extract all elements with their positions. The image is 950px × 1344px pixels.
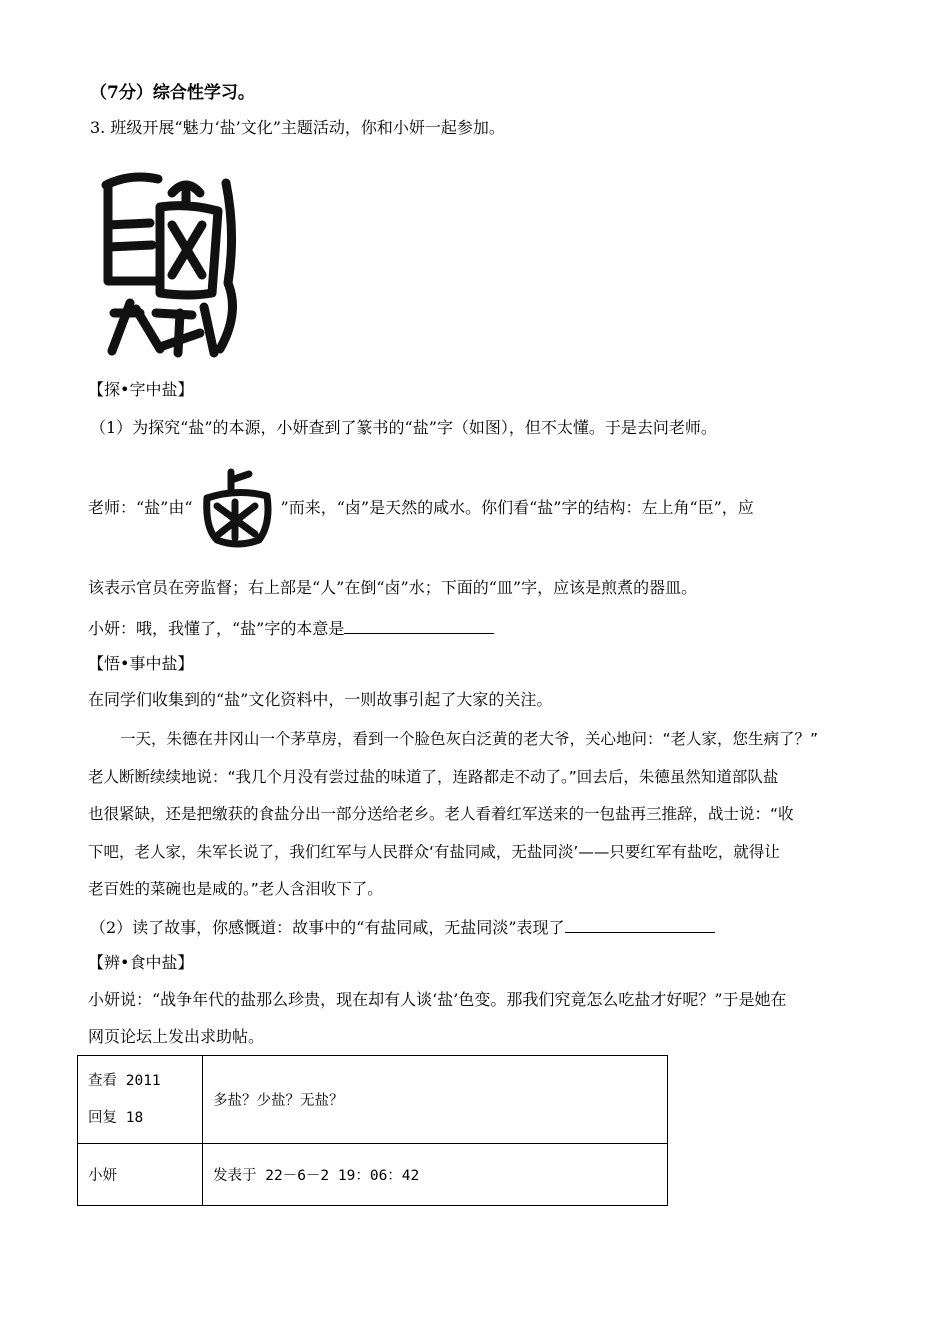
table-row [78,1056,668,1144]
post-replies: 回复 18 [88,1109,144,1126]
post-stats-cell [78,1056,203,1144]
xiaoyan-text: 小妍：哦，我懂了，“盐”字的本意是 [88,619,345,638]
post-time-cell [203,1144,668,1206]
part3-heading: 【辨•食中盐】 [88,953,194,972]
part3-text-line-2: 网页论坛上发出求助帖。 [88,1027,265,1046]
question-intro: 3. 班级开展“魅力‘盐’文化”主题活动，你和小妍一起参加。 [90,118,505,137]
table-row [78,1144,668,1206]
story-line: 也很紧缺，还是把缴获的食盐分出一部分送给老乡。老人看着红军送来的一包盐再三推辞，战士说：“收 [88,805,794,823]
question-2-line [90,916,715,938]
story-line: 下吧，老人家，朱军长说了，我们红军与人民群众‘有盐同咸，无盐同淡’——只要红军有盐吃，就得让 [88,843,780,861]
seal-script-salt-character-image [100,163,248,359]
part2-intro: 在同学们收集到的“盐”文化资料中，一则故事引起了大家的关注。 [88,690,553,709]
teacher-explanation-line [88,460,754,556]
part3-text-line-1: 小妍说：“战争年代的盐那么珍贵，现在却有人谈‘盐’色变。那我们究竟怎么吃盐才好呢？”于是她在 [88,990,787,1009]
answer-blank-1[interactable] [344,617,494,634]
xiaoyan-reply-line [88,617,494,639]
question-2: （2）读了故事，你感慨道：故事中的“有盐同咸，无盐同淡”表现了 [90,918,565,937]
teacher-text-part-a: 老师：“盐”由“ [88,498,193,517]
post-title-cell [203,1056,668,1144]
part1-heading: 【探•字中盐】 [88,380,194,399]
post-author-cell [78,1144,203,1206]
post-title: 多盐？少盐？无盐？ [213,1093,344,1109]
post-views: 查看 2011 [88,1072,161,1089]
teacher-text-part-c: 该表示官员在旁监督；右上部是“人”在倒“卤”水；下面的“皿”字，应该是煎煮的器皿。 [88,578,698,597]
question-1: （1）为探究“盐”的本源，小妍查到了篆书的“盐”字（如图），但不太懂。于是去问老师。 [90,418,717,437]
teacher-text-part-b: ”而来，“卤”是天然的咸水。你们看“盐”字的结构：左上角“臣”，应 [280,498,754,517]
story-line: 老百姓的菜碗也是咸的。”老人含泪收下了。 [88,880,383,898]
post-timestamp: 发表于 22－6－2 19：06：42 [213,1168,420,1184]
forum-post-table [77,1055,668,1206]
post-author: 小妍 [88,1168,117,1184]
answer-blank-2[interactable] [565,916,715,933]
lu-character-image [197,468,277,548]
story-line: 一天，朱德在井冈山一个茅草房，看到一个脸色灰白泛黄的老大爷，关心地问：“老人家，您生病了？” [120,730,819,748]
story-line: 老人断断续续地说：“我几个月没有尝过盐的味道了，连路都走不动了。”回去后，朱德虽然知道部队盐 [88,768,779,786]
section-title: （7分）综合性学习。 [90,83,255,103]
part2-heading: 【悟•事中盐】 [88,654,194,673]
